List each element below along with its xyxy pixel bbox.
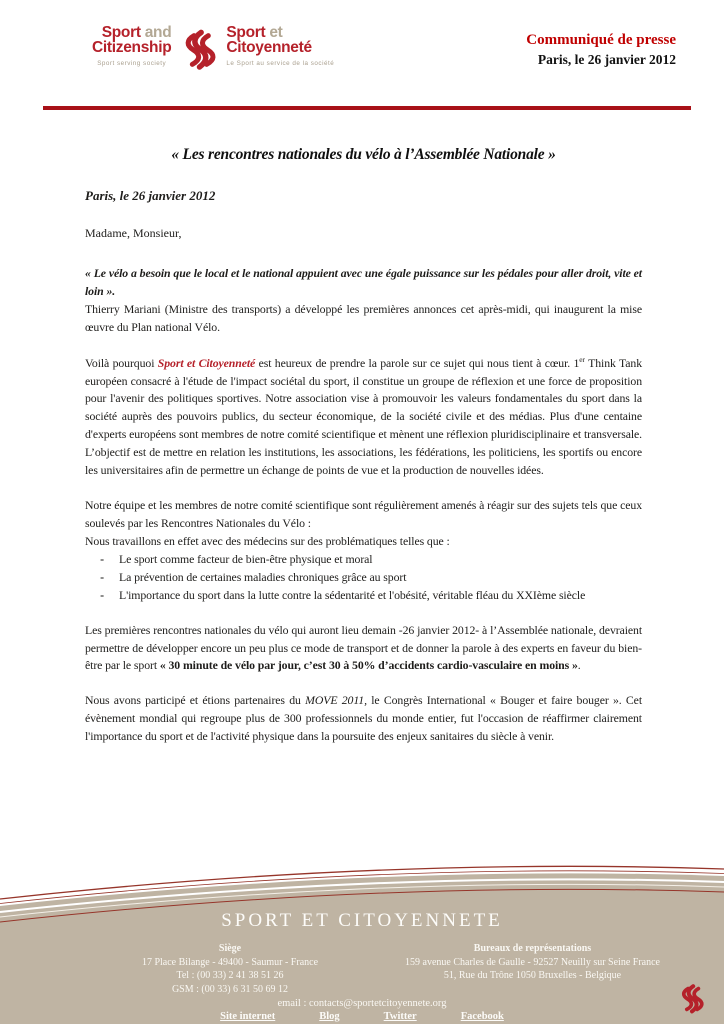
quote-text: « Le vélo a besoin que le local et le national appuient avec une égale puissance sur les pédales pour aller droit, vite et loin ». <box>85 266 642 298</box>
logo-fr-word1: Sport <box>226 24 266 41</box>
press-release-header <box>526 32 676 68</box>
footer-links <box>0 1011 724 1022</box>
p4-pre: Les premières rencontres nationales du vélo qui auront lieu demain -26 janvier 2012- à l’Assemblée nationale, devraient permettre de développer encore un peu plus ce mode de transport et de donner la parole à des experts en faveur du bien-être par le sport <box>85 622 642 673</box>
logo-sport-and-citizenship <box>92 26 171 67</box>
footer-siege-column <box>55 942 405 996</box>
header-divider-line <box>43 106 691 110</box>
p2-seg2: est heureux de prendre la parole sur ce sujet qui nous tient à cœur. 1 <box>255 355 580 370</box>
list-item <box>85 569 642 587</box>
link-facebook[interactable]: Facebook <box>460 1011 504 1022</box>
p5-post: le Congrès International « Bouger et faire bouger ». Cet évènement mondial qui regroupe plus de 300 professionnels du monde entier, fut l'occasion de réaffirmer clairement l'importance du sport et de l'activité physique dans la poursuite des enjeux sanitaires du siècle à venir. <box>85 693 642 744</box>
bullet-dash: - <box>100 587 104 602</box>
dateline: Paris, le 26 janvier 2012 <box>85 188 216 203</box>
footer-bureaux-column <box>385 942 680 983</box>
press-release-date: Paris, le 26 janvier 2012 <box>537 52 676 67</box>
paragraph-move2011 <box>85 692 642 746</box>
list-item-text: Le sport comme facteur de bien-être physique et moral <box>119 551 373 566</box>
logo-en-tagline: Sport serving society <box>97 60 167 68</box>
logo-fr-line2: Citoyenneté <box>226 38 312 56</box>
siege-tel: Tel : (00 33) 2 41 38 51 26 <box>176 970 284 981</box>
p5-pre: Nous avons participé et étions partenaires du <box>85 693 306 708</box>
siege-address: 17 Place Bilange - 49400 - Saumur - France <box>141 956 319 968</box>
quote-attribution: Thierry Mariani (Ministre des transports) a développé les premières annonces cet après-midi, qui inaugurent la mise œuvre du Plan national Vélo. <box>85 301 642 334</box>
p5-italic-move: MOVE 2011, <box>305 693 367 708</box>
p3-line2: Nous travaillons en effet avec des médecins sur des problématiques telles que : <box>85 533 450 548</box>
brand-name: Sport et Citoyenneté <box>157 355 256 370</box>
footer-banner-title: SPORT ET CITOYENNETE <box>221 910 503 931</box>
p2-seg3: Think Tank européen consacré à l'étude de l'impact sociétal du sport, il constitue un groupe de réflexion et une force de proposition pour l'avenir des politiques sportives. Notre association vise à promouvoir les valeurs fondamentales du sport dans la société auprès des pouvoirs publics, du secteur économique, de la société civile et des médias. Plus d'une centaine d'experts européens sont membres de notre comité scientifique et mènent une réflexion pluridisciplinaire et transversale. L’objectif est de mettre en relation les institutions, les associations, les fédérations, les politiciens, les sportifs ou encore les universitaires afin de permettre un échange de points de vue et la production de nouvelles idées. <box>85 355 642 478</box>
sss-ball-icon <box>183 28 216 77</box>
document-body <box>85 110 642 746</box>
bureaux-address-2: 51, Rue du Trône 1050 Bruxelles - Belgique <box>443 970 622 981</box>
p2-seg1: Voilà pourquoi <box>85 355 158 370</box>
footer-sss-ball-icon <box>680 983 704 1020</box>
bureaux-address-1: 159 avenue Charles de Gaulle - 92527 Neuilly sur Seine France <box>405 956 660 968</box>
link-twitter[interactable]: Twitter <box>383 1011 417 1022</box>
page-title: « Les rencontres nationales du vélo à l’Assemblée Nationale » <box>171 146 556 163</box>
list-item-text: L'importance du sport dans la lutte contre la sédentarité et l'obésité, véritable fléau du XXIème siècle <box>119 587 586 602</box>
logo-fr-et: et <box>269 24 283 41</box>
p2-superscript: er <box>579 354 585 364</box>
logo-sport-et-citoyennete <box>226 26 334 67</box>
logo-fr-tagline: Le Sport au service de la société <box>226 60 335 68</box>
paragraph-quote <box>85 265 642 337</box>
siege-gsm: GSM : (00 33) 6 31 50 69 12 <box>171 983 289 995</box>
logo-en-word1: Sport <box>101 24 141 41</box>
salutation: Madame, Monsieur, <box>85 226 182 240</box>
footer <box>0 860 724 1024</box>
header <box>92 26 334 77</box>
bullet-dash: - <box>100 551 104 566</box>
bullet-dash: - <box>100 569 104 584</box>
p3-line1: Notre équipe et les membres de notre comité scientifique sont régulièrement amenés à réagir sur des sujets tels que ceux soulevés par les Rencontres Nationales du Vélo : <box>85 498 642 530</box>
logo-en-line2: Citizenship <box>92 38 172 56</box>
paragraph-association <box>85 354 642 480</box>
logo-en-and: and <box>144 24 172 41</box>
list-item-text: La prévention de certaines maladies chroniques grâce au sport <box>119 569 407 584</box>
siege-heading: Siège <box>218 943 242 954</box>
p4-post: . <box>577 658 581 673</box>
p4-bold-quote: « 30 minute de vélo par jour, c’est 30 à 50% d’accidents cardio-vasculaire en moins » <box>159 658 578 673</box>
topics-list <box>85 551 642 605</box>
link-site-internet[interactable]: Site internet <box>220 1011 276 1022</box>
footer-email: email : contacts@sportetcitoyennete.org <box>277 998 447 1009</box>
list-item <box>85 587 642 605</box>
link-blog[interactable]: Blog <box>319 1011 340 1022</box>
list-item <box>85 551 642 569</box>
paragraph-rencontres <box>85 622 642 676</box>
bureaux-heading: Bureaux de représentations <box>473 943 592 954</box>
press-release-label: Communiqué de presse <box>526 32 676 48</box>
paragraph-comite <box>85 497 642 551</box>
